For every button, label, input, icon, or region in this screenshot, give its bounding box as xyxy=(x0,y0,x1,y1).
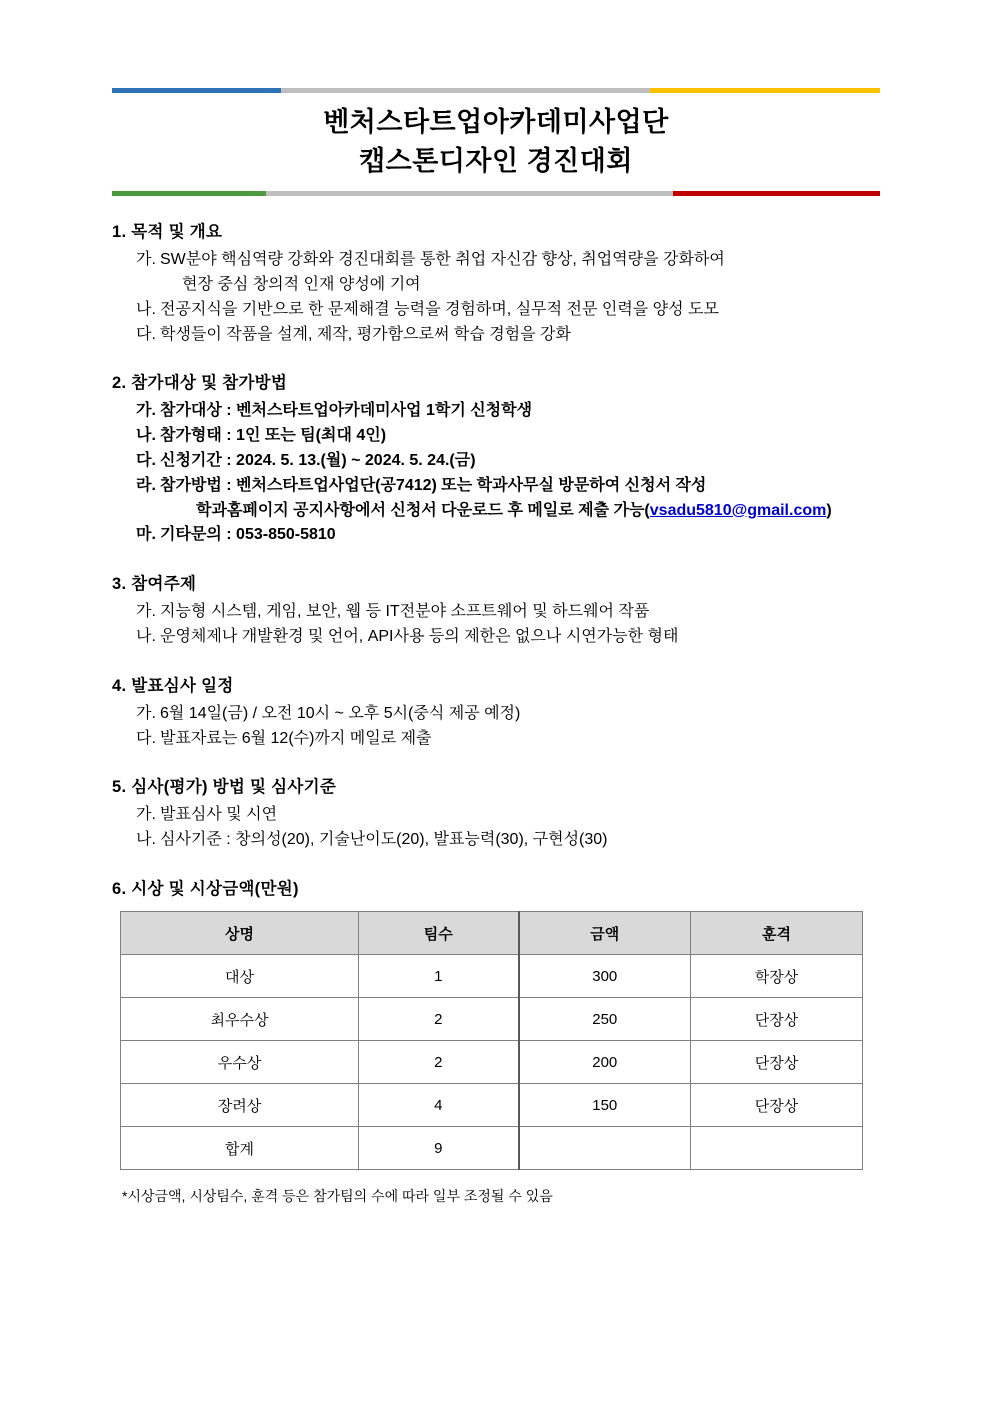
section-heading: 5. 심사(평가) 방법 및 심사기준 xyxy=(112,778,337,797)
table-header-cell: 훈격 xyxy=(691,912,863,955)
section-heading: 1. 목적 및 개요 xyxy=(112,223,223,242)
table-cell: 단장상 xyxy=(691,1041,863,1084)
list-item-text xyxy=(160,248,880,298)
table-cell: 300 xyxy=(519,955,691,998)
table-cell: 최우수상 xyxy=(121,998,359,1041)
table-row xyxy=(121,955,863,998)
list-item-marker: 가. xyxy=(136,402,156,420)
list-item-text: 전공지식을 기반으로 한 문제해결 능력을 경험하며, 실무적 전문 인력을 양성 도모 xyxy=(160,300,719,318)
header-rule-top-blue xyxy=(112,88,281,93)
table-cell: 대상 xyxy=(121,955,359,998)
list-item-line: 참가방법 : 벤처스타트업사업단(공7412) 또는 학과사무실 방문하여 신청서 작성 xyxy=(160,476,707,494)
section-purpose xyxy=(112,218,880,347)
table-cell: 단장상 xyxy=(691,998,863,1041)
table-cell: 우수상 xyxy=(121,1041,359,1084)
list-item xyxy=(112,449,880,474)
list-item xyxy=(112,828,880,853)
section-schedule xyxy=(112,672,880,752)
list-item-continuation: 현장 중심 창의적 인재 양성에 기여 xyxy=(182,276,421,294)
table-header-cell: 금액 xyxy=(519,912,691,955)
title-line-1: 벤처스타트업아카데미사업단 xyxy=(323,107,669,137)
table-header-cell: 상명 xyxy=(121,912,359,955)
section-awards xyxy=(112,875,880,1206)
list-item xyxy=(112,702,880,727)
list-item-text: 발표자료는 6월 12(수)까지 메일로 제출 xyxy=(160,729,432,747)
list-item xyxy=(112,298,880,323)
list-item-marker: 나. xyxy=(136,427,156,445)
table-header-row xyxy=(121,912,863,955)
section-heading: 4. 발표심사 일정 xyxy=(112,676,234,695)
list-item-marker: 마. xyxy=(136,526,156,544)
awards-table xyxy=(120,911,863,1170)
header-rule-top-gray xyxy=(281,88,650,93)
list-item-marker: 다. xyxy=(136,729,156,747)
section-evaluation xyxy=(112,773,880,853)
list-item-text: 6월 14일(금) / 오전 10시 ~ 오후 5시(중식 제공 예정) xyxy=(160,704,521,722)
list-item-text: 심사기준 : 창의성(20), 기술난이도(20), 발표능력(30), 구현성(30) xyxy=(160,831,608,849)
table-cell xyxy=(519,1127,691,1170)
list-item-marker: 다. xyxy=(136,325,156,343)
table-row xyxy=(121,998,863,1041)
page-title xyxy=(112,93,880,185)
list-item xyxy=(112,523,880,548)
list-item xyxy=(112,323,880,348)
section-heading: 6. 시상 및 시상금액(만원) xyxy=(112,880,299,899)
table-cell: 2 xyxy=(359,998,519,1041)
list-item-marker: 나. xyxy=(136,831,156,849)
table-note: *시상금액, 시상팀수, 훈격 등은 참가팀의 수에 따라 일부 조정될 수 있음 xyxy=(122,1188,553,1205)
list-item xyxy=(112,399,880,424)
list-item-line: SW분야 핵심역량 강화와 경진대회를 통한 취업 자신감 향상, 취업역량을 강화하여 xyxy=(160,251,725,269)
list-item-text: 참가형태 : 1인 또는 팀(최대 4인) xyxy=(160,427,387,445)
header-rule-bottom-red xyxy=(673,191,880,196)
list-item xyxy=(112,424,880,449)
continuation-prefix: 학과홈페이지 공지사항에서 신청서 다운로드 후 메일로 제출 가능( xyxy=(196,501,650,519)
list-item xyxy=(112,803,880,828)
table-cell: 1 xyxy=(359,955,519,998)
section-heading: 2. 참가대상 및 참가방법 xyxy=(112,374,288,393)
table-header-cell: 팀수 xyxy=(359,912,519,955)
list-item-text: 참가대상 : 벤처스타트업아카데미사업 1학기 신청학생 xyxy=(160,402,533,420)
section-participants xyxy=(112,369,880,548)
list-item-marker: 다. xyxy=(136,452,156,470)
header-rule-bottom-gray xyxy=(266,191,673,196)
list-item-marker: 가. xyxy=(136,251,156,269)
table-row xyxy=(121,1041,863,1084)
list-item-marker: 가. xyxy=(136,806,156,824)
header-rule-top xyxy=(112,88,880,93)
continuation-suffix: ) xyxy=(826,501,832,519)
table-cell: 장려상 xyxy=(121,1084,359,1127)
section-heading: 3. 참여주제 xyxy=(112,575,197,594)
list-item-text: 발표심사 및 시연 xyxy=(160,806,278,824)
list-item-text: 기타문의 : 053-850-5810 xyxy=(160,526,336,544)
table-cell: 150 xyxy=(519,1084,691,1127)
list-item xyxy=(112,474,880,524)
table-cell: 250 xyxy=(519,998,691,1041)
table-cell: 2 xyxy=(359,1041,519,1084)
section-topics xyxy=(112,570,880,650)
table-cell xyxy=(691,1127,863,1170)
list-item xyxy=(112,600,880,625)
list-item-text: 신청기간 : 2024. 5. 13.(월) ~ 2024. 5. 24.(금) xyxy=(160,452,476,470)
list-item-text: 학생들이 작품을 설계, 제작, 평가함으로써 학습 경험을 강화 xyxy=(160,325,571,343)
table-cell: 4 xyxy=(359,1084,519,1127)
list-item xyxy=(112,625,880,650)
list-item-marker: 가. xyxy=(136,603,156,621)
list-item xyxy=(112,727,880,752)
table-row xyxy=(121,1084,863,1127)
table-cell: 학장상 xyxy=(691,955,863,998)
list-item xyxy=(112,248,880,298)
list-item-marker: 나. xyxy=(136,628,156,646)
list-item-marker: 가. xyxy=(136,704,156,722)
table-row xyxy=(121,1127,863,1170)
email-link[interactable]: vsadu5810@gmail.com xyxy=(649,501,827,519)
header-rule-bottom xyxy=(112,191,880,196)
table-cell: 9 xyxy=(359,1127,519,1170)
title-line-2: 캡스톤디자인 경진대회 xyxy=(359,146,633,177)
list-item-text: 지능형 시스템, 게임, 보안, 웹 등 IT전분야 소프트웨어 및 하드웨어 작품 xyxy=(160,603,650,621)
list-item-text xyxy=(160,474,880,524)
header-rule-bottom-green xyxy=(112,191,266,196)
list-item-continuation xyxy=(160,499,880,524)
list-item-text: 운영체제나 개발환경 및 언어, API사용 등의 제한은 없으나 시연가능한 형태 xyxy=(160,628,679,646)
table-cell: 200 xyxy=(519,1041,691,1084)
table-cell: 합계 xyxy=(121,1127,359,1170)
header-rule-top-yellow xyxy=(650,88,880,93)
list-item-marker: 나. xyxy=(136,300,156,318)
list-item-marker: 라. xyxy=(136,476,156,494)
table-cell: 단장상 xyxy=(691,1084,863,1127)
